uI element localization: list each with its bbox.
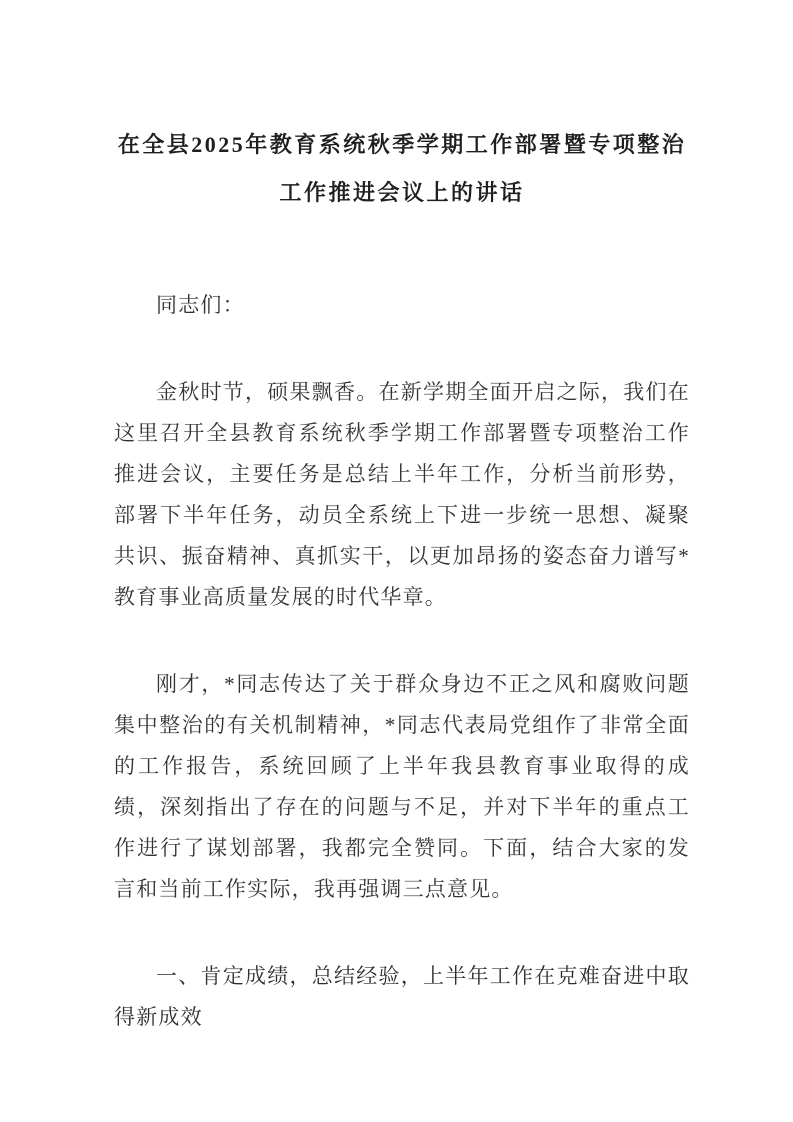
- body-paragraph-1: 金秋时节，硕果飘香。在新学期全面开启之际，我们在这里召开全县教育系统秋季学期工作部署暨专项整治工作推进会议，主要任务是总结上半年工作，分析当前形势，部署下半年任务，动员全系统上下进一步统一思想、凝聚共识、振奋精神、真抓实干，以更加昂扬的姿态奋力谱写*教育事业高质量发展的时代华章。: [114, 380, 690, 609]
- document-title: 在全县2025年教育系统秋季学期工作部署暨专项整治工作推进会议上的讲话: [117, 132, 687, 205]
- body-paragraph-2: 刚才，*同志传达了关于群众身边不正之风和腐败问题集中整治的有关机制精神，*同志代表局党组作了非常全面的工作报告，系统回顾了上半年我县教育事业取得的成绩，深刻指出了存在的问题与不足，并对下半年的重点工作进行了谋划部署，我都完全赞同。下面，结合大家的发言和当前工作实际，我再强调三点意见。: [114, 672, 690, 901]
- section-heading-1: 一、肯定成绩，总结经验，上半年工作在克难奋进中取得新成效: [114, 964, 690, 1029]
- salutation-paragraph: 同志们：: [156, 293, 245, 317]
